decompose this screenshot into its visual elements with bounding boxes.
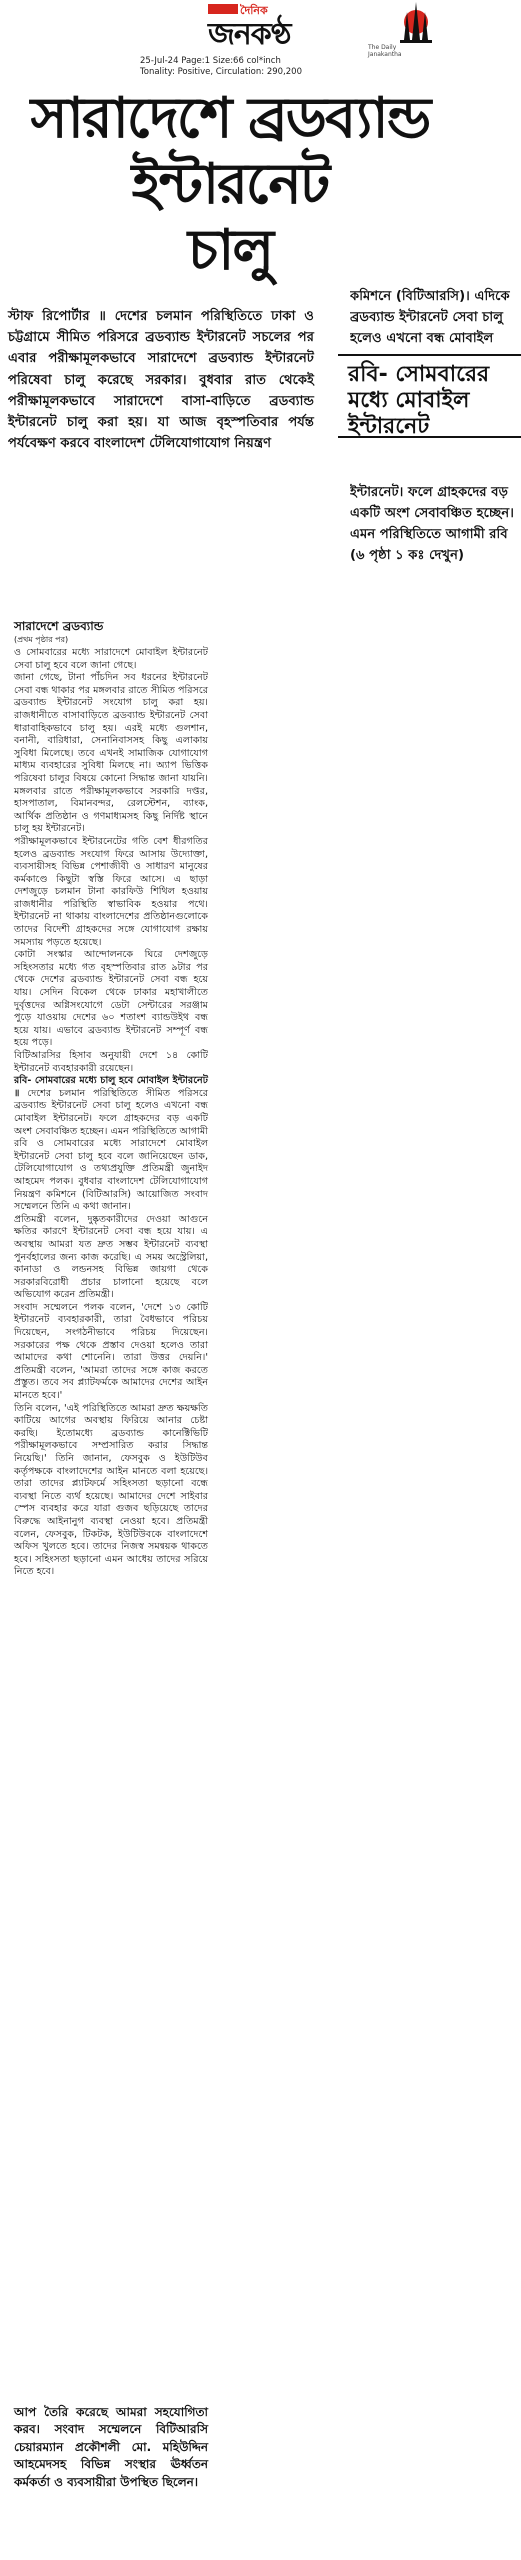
continued-note: (৬ পৃষ্ঠা ১ কঃ দেখুন) — [350, 548, 464, 563]
headline — [30, 86, 430, 284]
lead-body: দেশের চলমান পরিস্থিতিতে ঢাকা ও চট্টগ্রামে সীমিত পরিসরে ব্রডব্যান্ড ইন্টারনেট সচলের পর এবার পরীক্ষামূলকভাবে সারাদেশে ব্রডব্যান্ড ইন্টারনেট পরিষেবা চালু করেছে সরকার। বুধবার রাত থেকেই পরীক্ষামূলকভাবে সারাদেশে বাসা-বাড়িতে ব্রডব্যান্ড ইন্টারনেট চালু করা হয়। যা আজ বৃহস্পতিবার পর্যন্ত পর্যবেক্ষণ করবে বাংলাদেশ টেলিযোগাযোগ নিয়ন্ত্রণ — [8, 309, 314, 452]
continuation-paragraph: ও সোমবারের মধ্যে সারাদেশে মোবাইল ইন্টারনেট সেবা চালু হবে বলে জানা গেছে। — [14, 647, 208, 671]
continuation-column — [14, 618, 208, 1579]
right-top-line: কমিশনে (বিটিআরসি)। এদিকে — [350, 289, 510, 304]
continuation-paragraph: প্রতিমন্ত্রী বলেন, দুষ্কৃতকারীদের দেওয়া আগুনে ক্ষতির কারণে ইন্টারনেট সেবা বন্ধ হয়ে যায়। এ অবস্থায় আমরা যত দ্রুত সম্ভব ইন্টারনেট ব্যবস্থা পুনর্বহালের জন্য কাজ করেছি। এ সময় অস্ট্রেলিয়া, কানাডা ও লন্ডনসহ বিভিন্ন জায়গা থেকে সরকারবিরোধী প্রচার চালানো হয়েছে বলে অভিযোগ করেন প্রতিমন্ত্রী। — [14, 1213, 208, 1301]
continuation-paragraph: সংবাদ সম্মেলনে পলক বলেন, 'দেশে ১৩ কোটি ইন্টারনেট ব্যবহারকারী, তারা বৈধভাবে পরিচয় দিয়েছেন, সংগঠনীভাবে পরিচয় দিয়েছেন। সরকারের পক্ষ থেকে প্রস্তাব দেওয়া হলেও তারা আমাদের কথা শোনেনি। তারা উত্তর দেয়নি।' প্রতিমন্ত্রী বলেন, 'আমরা তাদের সঙ্গে কাজ করতে প্রস্তুত। তবে সব প্ল্যাটফর্মকে আমাদের দেশের আইন মানতে হবে।' — [14, 1301, 208, 1402]
memorial-emblem-icon — [396, 0, 436, 44]
right-bot-line: ইন্টারনেট। ফলে গ্রাহকদের বড় — [350, 485, 509, 500]
right-column-bottom — [350, 482, 521, 566]
continuation-paragraph: জানা গেছে, টানা পাঁচদিন সব ধরনের ইন্টারনেট সেবা বন্ধ থাকার পর মঙ্গলবার রাতে সীমিত পরিসরে ব্রডব্যান্ড ইন্টারনেট সংযোগ চালু করা হয়। রাজধানীতে বাসাবাড়িতে ব্রডব্যান্ড ইন্টারনেট সেবা ধারাবাহিকভাবে চালু হয়। এরই মধ্যে গুলশান, বনানী, বারিধারা, সেনানিবাসসহ কিছু এলাকায় সুবিধা মিলেছে। তবে এখনই সামাজিক যোগাযোগ মাধ্যম ব্যবহারের সুবিধা মিলছে না। অ্যাপ ভিত্তিক পরিষেবা চালুর বিষয়ে কোনো সিদ্ধান্ত জানা যায়নি। মঙ্গলবার রাতে পরীক্ষামূলকভাবে সরকারি দপ্তর, হাসপাতাল, বিমানবন্দর, রেলস্টেশন, ব্যাংক, আর্থিক প্রতিষ্ঠান ও গণমাধ্যমসহ কিছু নির্দিষ্ট স্থানে চালু হয় ইন্টারনেট। — [14, 672, 208, 835]
closing-paragraph: আপ তৈরি করেছে আমরা সহযোগিতা করব। সংবাদ সম্মেলনে বিটিআরসি চেয়ারম্যান প্রকৌশলী মো. মহিউদ্দিন আহমেদসহ বিভিন্ন সংস্থার ঊর্ধ্বতন কর্মকর্তা ও ব্যবসায়ীরা উপস্থিত ছিলেন। — [14, 2405, 208, 2489]
continuation-title: সারাদেশে ব্রডব্যান্ড — [14, 619, 104, 633]
continuation-paragraph: বিটিআরসির হিসাব অনুযায়ী দেশে ১৪ কোটি ইন্টারনেট ব্যবহারকারী রয়েছেন। — [14, 1050, 208, 1074]
continuation-paragraph-sub — [14, 1075, 208, 1214]
right-top-line: ব্রডব্যান্ড ইন্টারনেট সেবা চালু — [350, 310, 504, 325]
masthead — [90, 0, 402, 64]
right-top-line: হলেও এখনো বন্ধ মোবাইল — [350, 331, 494, 346]
logo-subtitle: The Daily Janakantha — [368, 44, 402, 58]
subhead-line3: ইন্টারনেট — [348, 414, 430, 438]
subhead-line1: রবি- সোমবারের — [348, 362, 490, 387]
inline-subhead-body: দেশের চলমান পরিস্থিতিতে সীমিত পরিসরে ব্রডব্যান্ড ইন্টারনেট সেবা চালু হলেও এখনো বন্ধ মোবাইল ইন্টারনেট। ফলে গ্রাহকদের বড় একটি অংশ সেবাবঞ্চিত হচ্ছেন। এমন পরিস্থিতিতে আগামী রবি ও সোমবারের মধ্যে সারাদেশে মোবাইল ইন্টারনেট সেবা চালু হবে বলে জানিয়েছেন ডাক, টেলিযোগাযোগ ও তথ্যপ্রযুক্তি প্রতিমন্ত্রী জুনাইদ আহমেদ পলক। বুধবার বাংলাদেশ টেলিযোগাযোগ নিয়ন্ত্রণ কমিশনে (বিটিআরসি) আয়োজিত সংবাদ সম্মেলনে তিনি এ কথা জানান। — [14, 1087, 208, 1213]
headline-line1: সারাদেশে ব্রডব্যান্ড — [30, 86, 430, 151]
continuation-paragraph: তিনি বলেন, 'এই পরিস্থিতিতে আমরা দ্রুত ক্ষয়ক্ষতি কাটিয়ে আগের অবস্থায় ফিরিয়ে আনার চেষ্টা করছি। ইতোমধ্যে ব্রডব্যান্ড কানেক্টিভিটি পরীক্ষামূলকভাবে সম্প্রসারিত করার সিদ্ধান্ত নিয়েছি।' তিনি জানান, ফেসবুক ও ইউটিউব কর্তৃপক্ষকে বাংলাদেশের আইন মানতে বলা হয়েছে। তারা তাদের প্ল্যাটফর্মে সহিংসতা ছড়ানো বন্ধে ব্যবস্থা নিতে ব্যর্থ হয়েছে। আমাদের দেশে সাইবার স্পেস ব্যবহার করে যারা গুজব ছড়িয়েছে তাদের বিরুদ্ধে আইনানুগ ব্যবস্থা নেওয়া হবে। প্রতিমন্ত্রী বলেন, ফেসবুক, টিকটক, ইউটিউবকে বাংলাদেশে অফিস খুলতে হবে। তাদের নিজস্ব সমন্বয়ক থাকতে হবে। সহিংসতা ছড়ানো এমন আধেয় তাদের সরিয়ে নিতে হবে। — [14, 1402, 208, 1578]
lead-paragraph — [8, 306, 314, 454]
logo-small-text: দৈনিক — [240, 4, 268, 17]
continuation-from: (প্রথম পৃষ্ঠার পর) — [14, 635, 69, 644]
byline: স্টাফ রিপোর্টার ॥ — [8, 309, 106, 324]
right-bot-line: এমন পরিস্থিতিতে আগামী রবি — [350, 527, 508, 542]
continuation-paragraph: কোটা সংস্কার আন্দোলনকে ঘিরে দেশজুড়ে সহিংসতার মধ্যে গত বৃহস্পতিবার রাত ৯টার পর থেকে দেশের ব্রডব্যান্ড ইন্টারনেট সেবা বন্ধ হয়ে যায়। সেদিন বিকেল থেকে ঢাকার মহাখালীতে দুর্বৃত্তদের অগ্নিসংযোগে ডেটা সেন্টারের সরঞ্জাম পুড়ে যাওয়ায় দেশের ৬০ শতাংশ ব্যান্ডউইথ বন্ধ হয়ে যায়। এভাবে ব্রডব্যান্ড ইন্টারনেট সম্পূর্ণ বন্ধ হয়ে পড়ে। — [14, 949, 208, 1049]
subhead-box — [338, 354, 521, 438]
clipping-meta-line1: 25-Jul-24 Page:1 Size:66 col*inch — [140, 56, 281, 66]
headline-line3: চালু — [187, 218, 273, 283]
subhead-line2: মধ্যে মোবাইল — [348, 388, 470, 413]
newspaper-logo — [208, 0, 402, 58]
clipping-meta — [140, 56, 390, 78]
right-bot-line: একটি অংশ সেবাবঞ্চিত হচ্ছেন। — [350, 506, 514, 521]
headline-line2: ইন্টারনেট — [131, 152, 329, 217]
continuation-paragraph: পরীক্ষামূলকভাবে ইন্টারনেটের গতি বেশ ধীরগতির হলেও ব্রডব্যান্ড সংযোগ ফিরে আসায় উদ্যোক্তা, ব্যবসায়ীসহ বিভিন্ন পেশাজীবী ও সাধারণ মানুষের কর্মকাণ্ডে কিছুটা স্বস্তি ফিরে আসে। এ ছাড়া দেশজুড়ে চলমান টানা কারফিউ শিথিল হওয়ায় রাজধানীর পরিস্থিতি স্বাভাবিক হওয়ার পথে। ইন্টারনেট না থাকায় বাংলাদেশের প্রতিষ্ঠানগুলোকে তাদের বিদেশী গ্রাহকদের সঙ্গে যোগাযোগ রক্ষায় সমস্যায় পড়তে হয়েছে। — [14, 835, 208, 948]
subhead — [338, 356, 521, 438]
logo-name: জনকণ্ঠ — [208, 17, 291, 52]
inline-subhead: রবি- সোমবারের মধ্যে চালু হবে মোবাইল ইন্টারনেট ॥ — [14, 1075, 208, 1099]
clipping-meta-line2: Tonality: Positive, Circulation: 290,200 — [140, 67, 302, 77]
right-column-top — [350, 286, 521, 349]
